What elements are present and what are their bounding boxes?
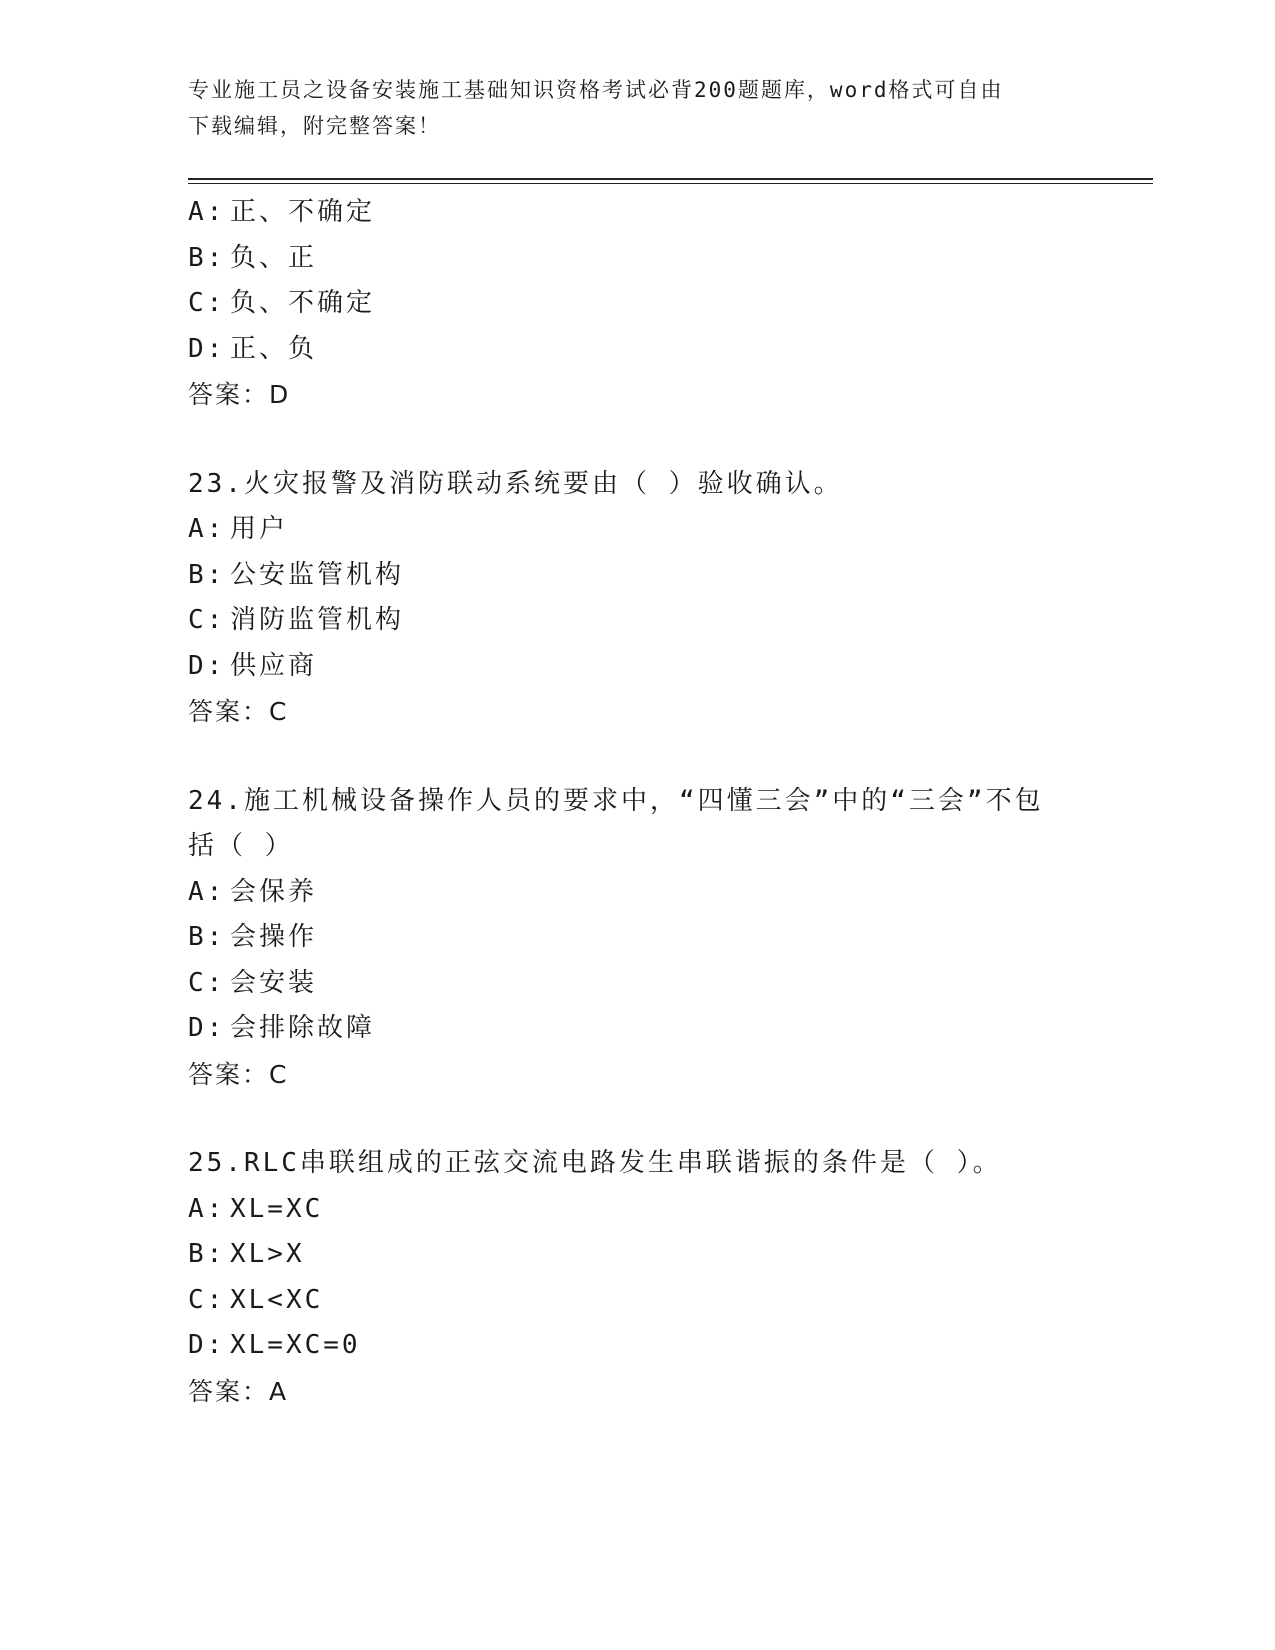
option-c	[188, 1278, 1148, 1324]
option-key: B:	[188, 559, 226, 590]
option-text: 负、不确定	[230, 288, 376, 318]
option-c	[188, 281, 1148, 327]
question-stem: 23.火灾报警及消防联动系统要由（ ）验收确认。	[188, 468, 843, 499]
option-text: XL=XC=0	[230, 1330, 361, 1360]
option-b	[188, 915, 1148, 961]
option-key: D:	[188, 650, 226, 681]
option-b	[188, 236, 1148, 282]
option-text: 会操作	[230, 922, 318, 952]
option-text: 公安监管机构	[230, 559, 405, 590]
option-text: 会排除故障	[230, 1013, 376, 1043]
header-title-line-1: 专业施工员之设备安装施工基础知识资格考试必背200题题库，word格式可自由	[188, 78, 1004, 102]
option-a	[188, 1187, 1148, 1233]
option-a	[188, 507, 1148, 553]
option-c	[188, 961, 1148, 1007]
option-key: C:	[188, 605, 226, 635]
option-text: XL>X	[230, 1239, 305, 1269]
option-key: B:	[188, 242, 226, 273]
option-text: XL=XC	[230, 1193, 324, 1224]
question-block-23	[188, 462, 1148, 735]
option-text: 会安装	[230, 967, 318, 998]
option-a	[188, 190, 1148, 236]
option-text: 用户	[230, 514, 289, 544]
option-key: D:	[188, 1330, 226, 1360]
option-text: 正、不确定	[230, 197, 376, 227]
option-key: B:	[188, 1239, 226, 1269]
option-d	[188, 644, 1148, 690]
option-key: C:	[188, 288, 226, 318]
answer-line: 答案：D	[188, 380, 291, 409]
question-stem: 25.RLC串联组成的正弦交流电路发生串联谐振的条件是（ ）。	[188, 1148, 1002, 1178]
option-d	[188, 327, 1148, 373]
question-stem: 24.施工机械设备操作人员的要求中，“四懂三会”中的“三会”不包	[188, 785, 1044, 816]
option-key: A:	[188, 197, 226, 227]
option-key: A:	[188, 514, 226, 544]
spacer	[188, 1097, 1148, 1141]
document-header	[188, 72, 1088, 144]
option-key: A:	[188, 876, 226, 907]
option-key: A:	[188, 1193, 226, 1224]
option-b	[188, 1232, 1148, 1278]
answer-line: 答案：C	[188, 697, 289, 726]
option-a	[188, 870, 1148, 916]
question-block-24	[188, 779, 1148, 1098]
option-text: 消防监管机构	[230, 605, 405, 635]
option-d	[188, 1323, 1148, 1369]
question-block-continued	[188, 190, 1148, 418]
option-key: D:	[188, 1013, 226, 1043]
option-text: 负、正	[230, 242, 318, 273]
option-d	[188, 1006, 1148, 1052]
option-b	[188, 553, 1148, 599]
spacer	[188, 735, 1148, 779]
spacer	[188, 418, 1148, 462]
option-key: C:	[188, 1284, 226, 1315]
option-text: 供应商	[230, 650, 318, 681]
answer-line: 答案：A	[188, 1376, 289, 1406]
header-divider-thick	[188, 178, 1153, 180]
option-text: 会保养	[230, 876, 318, 907]
option-text: XL<XC	[230, 1284, 324, 1315]
option-text: 正、负	[230, 333, 318, 364]
option-key: D:	[188, 333, 226, 364]
option-key: C:	[188, 967, 226, 998]
question-block-25	[188, 1141, 1148, 1414]
question-list	[188, 190, 1148, 1414]
header-divider-thin	[188, 183, 1153, 184]
header-title-line-2: 下载编辑，附完整答案！	[188, 114, 441, 138]
answer-line: 答案：C	[188, 1059, 289, 1089]
question-stem-continued: 括（ ）	[188, 831, 294, 861]
option-key: B:	[188, 922, 226, 952]
option-c	[188, 598, 1148, 644]
